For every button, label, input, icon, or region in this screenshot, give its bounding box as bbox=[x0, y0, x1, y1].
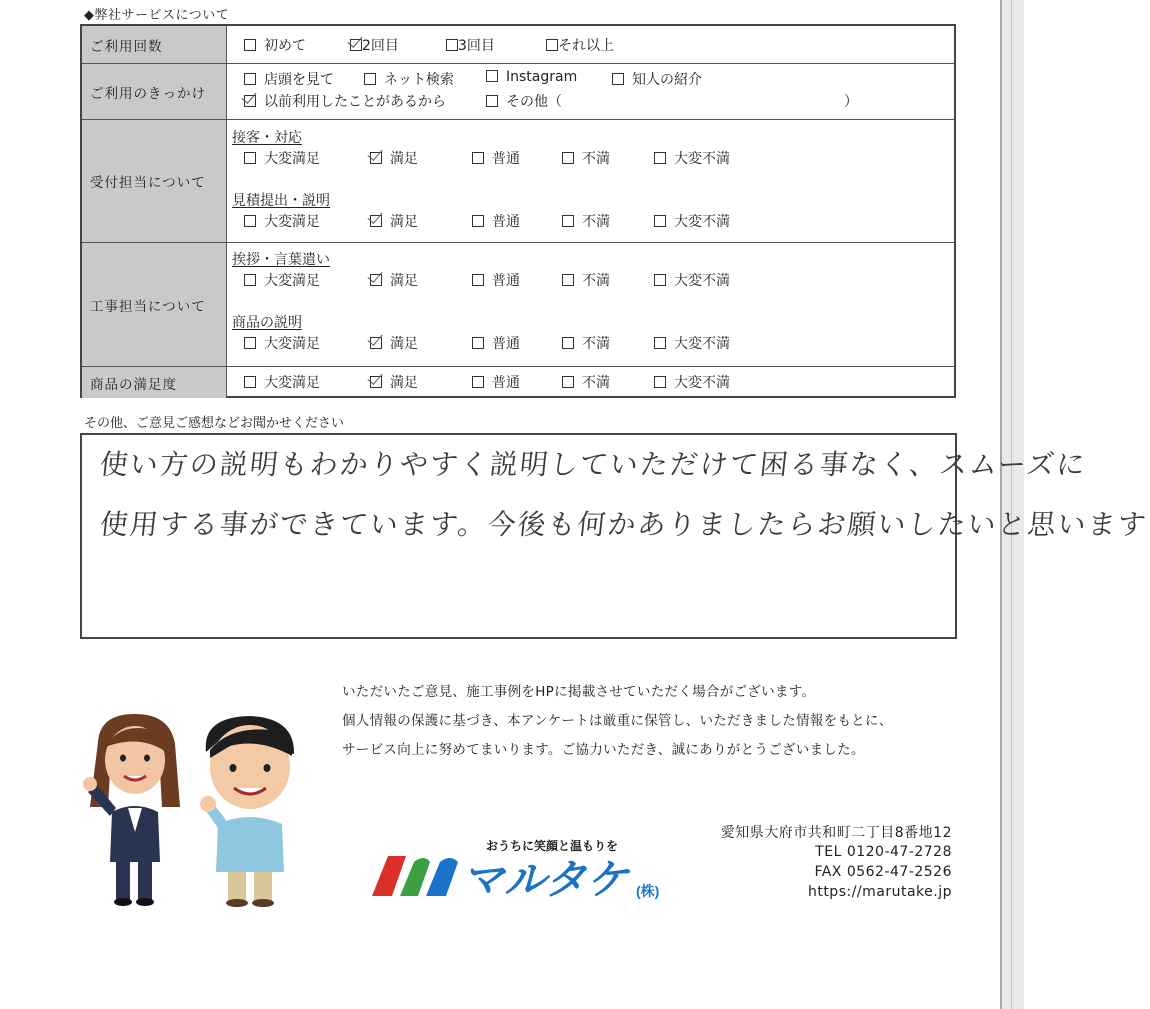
checkbox[interactable] bbox=[562, 376, 574, 388]
checkbox[interactable] bbox=[654, 274, 666, 286]
checkbox[interactable] bbox=[654, 337, 666, 349]
option-more[interactable]: それ以上 bbox=[546, 35, 614, 55]
option-label: 大変満足 bbox=[264, 151, 320, 167]
option-other[interactable]: その他（ bbox=[486, 91, 562, 111]
option-label: 大変不満 bbox=[674, 375, 730, 391]
checkbox[interactable] bbox=[562, 215, 574, 227]
option-label: 普通 bbox=[492, 273, 520, 289]
option-label: 不満 bbox=[582, 151, 610, 167]
option-label: 大変不満 bbox=[674, 214, 730, 230]
subheading-service: 接客・対応 bbox=[232, 130, 302, 146]
option-label: 満足 bbox=[390, 151, 418, 167]
company-tel: TEL 0120-47-2728 bbox=[815, 844, 952, 860]
option-dissatisfied[interactable] bbox=[562, 270, 610, 290]
subheading-product-explain: 商品の説明 bbox=[232, 315, 302, 331]
option-satisfied[interactable] bbox=[370, 270, 418, 290]
logo-name: マルタケ bbox=[462, 856, 629, 903]
option-second-time[interactable]: 2回目 bbox=[350, 35, 399, 55]
option-dissatisfied[interactable] bbox=[562, 148, 610, 168]
option-referral[interactable]: 知人の紹介 bbox=[612, 69, 702, 89]
option-first-time[interactable]: 初めて bbox=[244, 35, 306, 55]
comment-box[interactable] bbox=[80, 433, 1150, 639]
staff-mascot-illustration bbox=[80, 712, 310, 907]
checkbox-checked[interactable] bbox=[244, 95, 256, 107]
option-label: 満足 bbox=[390, 273, 418, 289]
option-label: 不満 bbox=[582, 214, 610, 230]
checkbox[interactable] bbox=[562, 274, 574, 286]
option-very-satisfied[interactable] bbox=[244, 333, 320, 353]
option-neutral[interactable] bbox=[472, 333, 520, 353]
option-label: 大変満足 bbox=[264, 273, 320, 289]
logo-tagline: おうちに笑顔と温もりを bbox=[486, 839, 619, 853]
checkbox[interactable] bbox=[654, 215, 666, 227]
row-reason bbox=[82, 64, 954, 120]
option-neutral[interactable] bbox=[472, 372, 520, 392]
notice-line: 個人情報の保護に基づき、本アンケートは厳重に保管し、いただきました情報をもとに、 bbox=[342, 713, 893, 729]
checkbox[interactable] bbox=[244, 152, 256, 164]
checkbox-checked[interactable] bbox=[370, 376, 382, 388]
checkbox-checked[interactable] bbox=[370, 337, 382, 349]
section-title: ◆弊社サービスについて bbox=[84, 8, 230, 23]
company-fax: FAX 0562-47-2526 bbox=[814, 864, 952, 880]
checkbox[interactable] bbox=[612, 73, 624, 85]
option-satisfied[interactable] bbox=[370, 333, 418, 353]
comment-title: その他、ご意見ご感想などお聞かせください bbox=[84, 416, 345, 431]
checkbox[interactable] bbox=[562, 152, 574, 164]
option-dissatisfied[interactable] bbox=[562, 333, 610, 353]
option-very-dissatisfied[interactable] bbox=[654, 270, 730, 290]
option-label: 不満 bbox=[582, 375, 610, 391]
checkbox[interactable] bbox=[562, 337, 574, 349]
row-label: ご利用のきっかけ bbox=[82, 64, 227, 119]
option-neutral[interactable] bbox=[472, 270, 520, 290]
option-label: 普通 bbox=[492, 336, 520, 352]
checkbox[interactable] bbox=[546, 39, 558, 51]
checkbox[interactable] bbox=[244, 39, 256, 51]
option-label: 大変満足 bbox=[264, 375, 320, 391]
row-reception-staff bbox=[82, 120, 954, 243]
checkbox[interactable] bbox=[472, 376, 484, 388]
option-very-dissatisfied[interactable] bbox=[654, 211, 730, 231]
comment-line: 使い方の説明もわかりやすく説明していただけて困る事なく、スムーズに bbox=[98, 448, 1089, 481]
checkbox[interactable] bbox=[446, 39, 458, 51]
checkbox[interactable] bbox=[244, 274, 256, 286]
option-satisfied[interactable] bbox=[370, 211, 418, 231]
option-neutral[interactable] bbox=[472, 148, 520, 168]
option-very-satisfied[interactable] bbox=[244, 372, 320, 392]
option-dissatisfied[interactable] bbox=[562, 372, 610, 392]
option-web-search[interactable]: ネット検索 bbox=[364, 69, 454, 89]
checkbox[interactable] bbox=[244, 215, 256, 227]
option-label: 普通 bbox=[492, 214, 520, 230]
logo-m-mark bbox=[372, 856, 458, 896]
option-label: 普通 bbox=[492, 151, 520, 167]
checkbox[interactable] bbox=[472, 152, 484, 164]
option-satisfied[interactable] bbox=[370, 148, 418, 168]
row-usage-count bbox=[82, 26, 954, 64]
notice-line: サービス向上に努めてまいります。ご協力いただき、誠にありがとうございました。 bbox=[342, 742, 865, 758]
comment-line: 使用する事ができています。今後も何かありましたらお願いしたいと思います bbox=[98, 508, 1150, 541]
option-neutral[interactable] bbox=[472, 211, 520, 231]
option-label: 大変満足 bbox=[264, 336, 320, 352]
option-satisfied[interactable] bbox=[370, 372, 418, 392]
row-label: ご利用回数 bbox=[82, 26, 227, 63]
checkbox[interactable] bbox=[654, 376, 666, 388]
option-label: 満足 bbox=[390, 214, 418, 230]
row-construction-staff bbox=[82, 243, 954, 367]
male-staff-mascot bbox=[200, 716, 294, 907]
notice-line: いただいたご意見、施工事例をHPに掲載させていただく場合がございます。 bbox=[342, 684, 816, 700]
checkbox[interactable] bbox=[364, 73, 376, 85]
row-label: 受付担当について bbox=[82, 120, 227, 242]
option-label: 普通 bbox=[492, 375, 520, 391]
company-url[interactable]: https://marutake.jp bbox=[807, 884, 952, 900]
checkbox-checked[interactable] bbox=[350, 39, 362, 51]
option-label: 満足 bbox=[390, 336, 418, 352]
company-address: 愛知県大府市共和町二丁目8番地12 bbox=[720, 825, 952, 841]
logo-suffix: (株) bbox=[636, 883, 660, 899]
checkbox[interactable] bbox=[244, 337, 256, 349]
marutake-logo bbox=[366, 836, 676, 902]
option-store-front[interactable]: 店頭を見て bbox=[244, 69, 334, 89]
checkbox[interactable] bbox=[472, 215, 484, 227]
option-very-dissatisfied[interactable] bbox=[654, 148, 730, 168]
checkbox[interactable] bbox=[244, 376, 256, 388]
checkbox[interactable] bbox=[486, 95, 498, 107]
option-label: 大変満足 bbox=[264, 214, 320, 230]
checkbox[interactable] bbox=[654, 152, 666, 164]
option-dissatisfied[interactable] bbox=[562, 211, 610, 231]
option-very-satisfied[interactable] bbox=[244, 270, 320, 290]
checkbox[interactable] bbox=[472, 337, 484, 349]
subheading-greeting: 挨拶・言葉遣い bbox=[232, 252, 330, 268]
survey-table bbox=[80, 24, 956, 398]
option-third-time[interactable]: 3回目 bbox=[446, 35, 495, 55]
option-label: 大変不満 bbox=[674, 273, 730, 289]
option-very-dissatisfied[interactable] bbox=[654, 333, 730, 353]
checkbox[interactable] bbox=[472, 274, 484, 286]
checkbox-checked[interactable] bbox=[370, 274, 382, 286]
option-label: 不満 bbox=[582, 273, 610, 289]
option-label: 不満 bbox=[582, 336, 610, 352]
female-staff-mascot bbox=[83, 714, 180, 906]
subheading-estimate: 見積提出・説明 bbox=[232, 193, 330, 209]
option-very-satisfied[interactable] bbox=[244, 211, 320, 231]
option-label: 満足 bbox=[390, 375, 418, 391]
row-label: 商品の満足度 bbox=[82, 367, 227, 398]
option-instagram[interactable]: Instagram bbox=[486, 69, 577, 85]
checkbox-checked[interactable] bbox=[370, 152, 382, 164]
option-very-dissatisfied[interactable] bbox=[654, 372, 730, 392]
row-label: 工事担当について bbox=[82, 243, 227, 366]
option-label: 大変不満 bbox=[674, 336, 730, 352]
checkbox[interactable] bbox=[244, 73, 256, 85]
checkbox[interactable] bbox=[486, 70, 498, 82]
option-label: 大変不満 bbox=[674, 151, 730, 167]
option-very-satisfied[interactable] bbox=[244, 148, 320, 168]
row-product-satisfaction bbox=[82, 367, 954, 398]
checkbox-checked[interactable] bbox=[370, 215, 382, 227]
other-close-paren: ） bbox=[844, 94, 858, 110]
option-used-before[interactable]: 以前利用したことがあるから bbox=[244, 91, 446, 111]
